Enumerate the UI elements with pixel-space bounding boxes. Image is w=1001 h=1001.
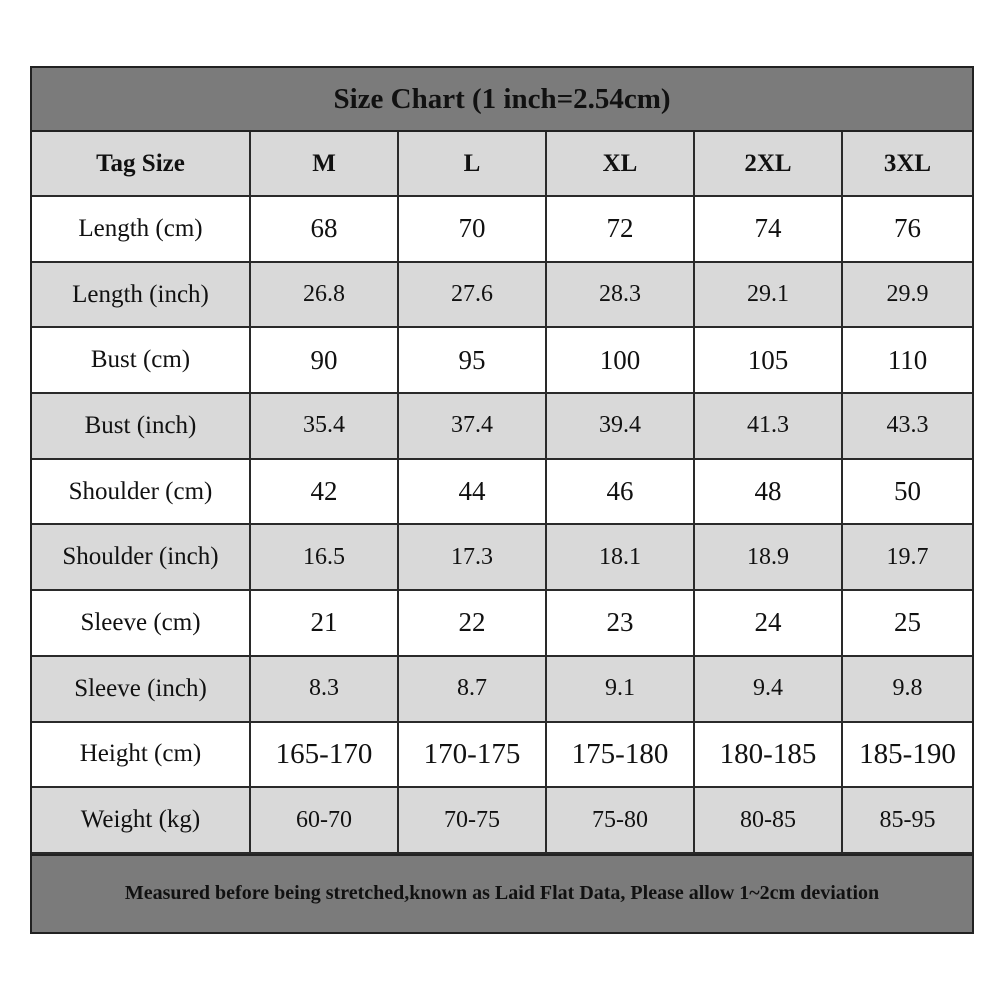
row-label: Bust (inch) xyxy=(32,393,250,459)
table-cell: 18.1 xyxy=(546,524,694,590)
table-cell: 175-180 xyxy=(546,722,694,788)
table-row xyxy=(32,722,972,788)
row-label: Weight (kg) xyxy=(32,787,250,853)
table-cell: 17.3 xyxy=(398,524,546,590)
table-cell: 180-185 xyxy=(694,722,842,788)
row-label: Length (cm) xyxy=(32,196,250,262)
table-cell: 24 xyxy=(694,590,842,656)
table-cell: 46 xyxy=(546,459,694,525)
table-cell: 70 xyxy=(398,196,546,262)
row-label: Bust (cm) xyxy=(32,327,250,393)
table-cell: 23 xyxy=(546,590,694,656)
table-cell: 28.3 xyxy=(546,262,694,328)
table-row xyxy=(32,787,972,853)
table-cell: 72 xyxy=(546,196,694,262)
table-cell: 110 xyxy=(842,327,972,393)
header-cell-3xl: 3XL xyxy=(842,132,972,196)
header-cell-m: M xyxy=(250,132,398,196)
row-label: Sleeve (inch) xyxy=(32,656,250,722)
table-cell: 185-190 xyxy=(842,722,972,788)
table-cell: 100 xyxy=(546,327,694,393)
table-row xyxy=(32,262,972,328)
table-row xyxy=(32,656,972,722)
header-row xyxy=(32,132,972,196)
table-cell: 95 xyxy=(398,327,546,393)
table-cell: 76 xyxy=(842,196,972,262)
table-cell: 9.1 xyxy=(546,656,694,722)
header-cell-tag-size: Tag Size xyxy=(32,132,250,196)
table-cell: 43.3 xyxy=(842,393,972,459)
table-cell: 42 xyxy=(250,459,398,525)
table-row xyxy=(32,459,972,525)
header-cell-xl: XL xyxy=(546,132,694,196)
row-label: Shoulder (inch) xyxy=(32,524,250,590)
chart-title: Size Chart (1 inch=2.54cm) xyxy=(32,68,972,132)
table-cell: 41.3 xyxy=(694,393,842,459)
table-cell: 70-75 xyxy=(398,787,546,853)
size-table xyxy=(32,132,972,854)
table-cell: 22 xyxy=(398,590,546,656)
table-cell: 165-170 xyxy=(250,722,398,788)
table-cell: 25 xyxy=(842,590,972,656)
table-cell: 170-175 xyxy=(398,722,546,788)
table-cell: 16.5 xyxy=(250,524,398,590)
table-cell: 74 xyxy=(694,196,842,262)
table-cell: 75-80 xyxy=(546,787,694,853)
table-cell: 27.6 xyxy=(398,262,546,328)
table-cell: 19.7 xyxy=(842,524,972,590)
table-cell: 26.8 xyxy=(250,262,398,328)
table-cell: 8.3 xyxy=(250,656,398,722)
table-row xyxy=(32,524,972,590)
table-cell: 9.4 xyxy=(694,656,842,722)
table-cell: 21 xyxy=(250,590,398,656)
row-label: Length (inch) xyxy=(32,262,250,328)
table-cell: 48 xyxy=(694,459,842,525)
table-row xyxy=(32,196,972,262)
table-cell: 50 xyxy=(842,459,972,525)
table-cell: 29.9 xyxy=(842,262,972,328)
table-cell: 35.4 xyxy=(250,393,398,459)
table-row xyxy=(32,327,972,393)
table-cell: 8.7 xyxy=(398,656,546,722)
table-body xyxy=(32,196,972,853)
table-cell: 60-70 xyxy=(250,787,398,853)
table-row xyxy=(32,590,972,656)
row-label: Height (cm) xyxy=(32,722,250,788)
table-cell: 37.4 xyxy=(398,393,546,459)
table-cell: 44 xyxy=(398,459,546,525)
table-cell: 9.8 xyxy=(842,656,972,722)
table-cell: 85-95 xyxy=(842,787,972,853)
table-cell: 80-85 xyxy=(694,787,842,853)
header-cell-l: L xyxy=(398,132,546,196)
table-cell: 39.4 xyxy=(546,393,694,459)
table-cell: 68 xyxy=(250,196,398,262)
table-cell: 29.1 xyxy=(694,262,842,328)
row-label: Shoulder (cm) xyxy=(32,459,250,525)
row-label: Sleeve (cm) xyxy=(32,590,250,656)
header-cell-2xl: 2XL xyxy=(694,132,842,196)
table-cell: 90 xyxy=(250,327,398,393)
table-cell: 105 xyxy=(694,327,842,393)
table-row xyxy=(32,393,972,459)
size-chart xyxy=(30,66,974,934)
footer-note: Measured before being stretched,known as Laid Flat Data, Please allow 1~2cm deviation xyxy=(32,854,972,932)
table-cell: 18.9 xyxy=(694,524,842,590)
